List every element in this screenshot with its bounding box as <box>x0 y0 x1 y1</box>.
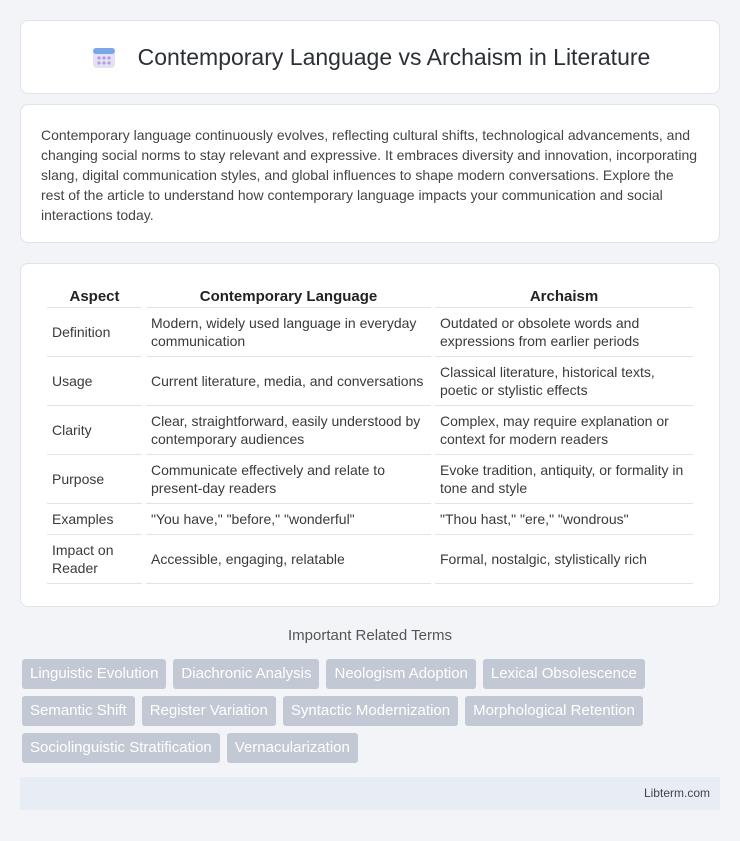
related-term-tag[interactable]: Lexical Obsolescence <box>483 659 645 689</box>
table-cell: Complex, may require explanation or context for modern readers <box>435 406 693 455</box>
related-term-tag[interactable]: Syntactic Modernization <box>283 696 458 726</box>
table-row <box>47 406 693 455</box>
page-title: Contemporary Language vs Archaism in Literature <box>137 43 651 70</box>
comparison-card <box>20 263 720 607</box>
related-term-tag[interactable]: Semantic Shift <box>22 696 135 726</box>
table-cell: Clarity <box>47 406 142 455</box>
related-term-tag[interactable]: Neologism Adoption <box>326 659 475 689</box>
table-header-row <box>47 284 693 308</box>
table-cell: Classical literature, historical texts, poetic or stylistic effects <box>435 357 693 406</box>
page-footer <box>20 777 720 810</box>
comparison-table <box>43 284 697 584</box>
table-cell: "Thou hast," "ere," "wondrous" <box>435 504 693 535</box>
related-terms-list <box>22 659 722 770</box>
table-cell: Current literature, media, and conversations <box>146 357 431 406</box>
related-term-tag[interactable]: Sociolinguistic Stratification <box>22 733 220 763</box>
calendar-icon <box>90 43 118 71</box>
page-header <box>20 20 720 94</box>
column-header-contemporary: Contemporary Language <box>146 284 431 308</box>
table-cell: Purpose <box>47 455 142 504</box>
table-row <box>47 504 693 535</box>
related-term-tag[interactable]: Linguistic Evolution <box>22 659 166 689</box>
table-cell: Formal, nostalgic, stylistically rich <box>435 535 693 584</box>
table-cell: "You have," "before," "wonderful" <box>146 504 431 535</box>
related-term-tag[interactable]: Morphological Retention <box>465 696 643 726</box>
intro-text: Contemporary language continuously evolves, reflecting cultural shifts, technological advancements, and changing social norms to stay relevant and expressive. It embraces diversity and innovation, incorporating slang, digital communication styles, and global influences to shape modern conversations. Explore the rest of the article to understand how contemporary language impacts your communication and social interactions today. <box>41 127 698 223</box>
table-cell: Impact on Reader <box>47 535 142 584</box>
related-term-tag[interactable]: Diachronic Analysis <box>173 659 319 689</box>
table-cell: Examples <box>47 504 142 535</box>
table-row <box>47 535 693 584</box>
table-row <box>47 455 693 504</box>
table-cell: Evoke tradition, antiquity, or formality in tone and style <box>435 455 693 504</box>
table-row <box>47 308 693 357</box>
table-cell: Accessible, engaging, relatable <box>146 535 431 584</box>
related-term-tag[interactable]: Register Variation <box>142 696 276 726</box>
table-cell: Usage <box>47 357 142 406</box>
table-cell: Outdated or obsolete words and expressions from earlier periods <box>435 308 693 357</box>
table-row <box>47 357 693 406</box>
related-terms-title: Important Related Terms <box>288 627 452 644</box>
table-cell: Modern, widely used language in everyday communication <box>146 308 431 357</box>
table-cell: Definition <box>47 308 142 357</box>
column-header-aspect: Aspect <box>47 284 142 308</box>
footer-brand-link[interactable]: Libterm.com <box>643 786 710 800</box>
related-term-tag[interactable]: Vernacularization <box>227 733 358 763</box>
column-header-archaism: Archaism <box>435 284 693 308</box>
table-cell: Communicate effectively and relate to present-day readers <box>146 455 431 504</box>
table-cell: Clear, straightforward, easily understood by contemporary audiences <box>146 406 431 455</box>
intro-card <box>20 104 720 243</box>
